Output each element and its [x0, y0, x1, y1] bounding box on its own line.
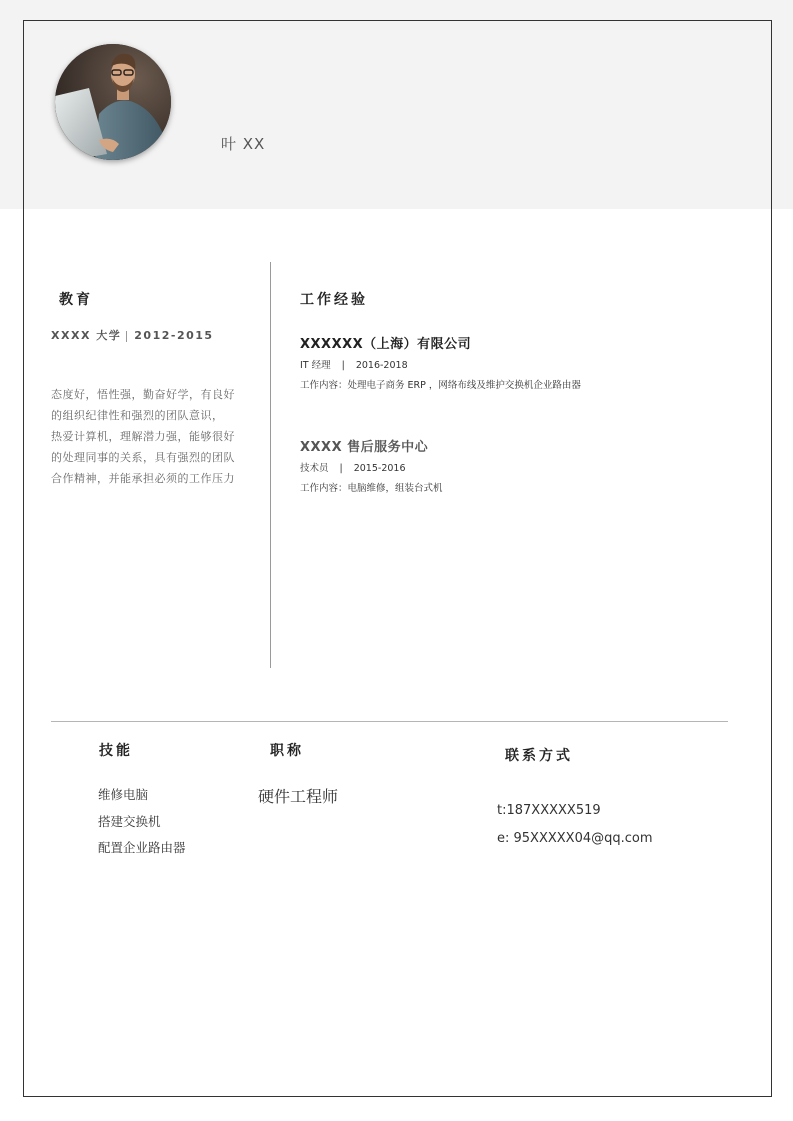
education-years: 2012-2015 [134, 329, 214, 342]
job-meta [300, 460, 406, 474]
avatar [55, 44, 171, 160]
skills-heading: 技能 [99, 743, 133, 759]
job-role: IT 经理 [300, 360, 331, 371]
person-name: 叶 XX [221, 135, 266, 153]
education-school: XXXX 大学 [51, 329, 122, 342]
contact-heading: 联系方式 [505, 748, 573, 764]
job-meta [300, 357, 408, 371]
education-heading: 教育 [59, 292, 93, 308]
job-title-heading: 职称 [270, 743, 304, 759]
page-border [23, 20, 772, 1097]
job-period: 2015-2016 [353, 463, 406, 474]
education-separator [126, 331, 127, 342]
column-divider [270, 262, 271, 668]
section-divider [51, 721, 728, 722]
work-heading: 工作经验 [300, 292, 368, 308]
skill-item: 搭建交换机 [98, 814, 161, 829]
job-separator: | [341, 360, 345, 371]
skill-item: 维修电脑 [98, 787, 149, 802]
education-description: 态度好，悟性强，勤奋好学，有良好的组织纪律性和强烈的团队意识， 热爱计算机，理解潜力强，能够很好的处理同事的关系，具有强烈的团队合作精神，并能承担必须的工作压力 [51, 388, 235, 485]
avatar-photo [55, 44, 171, 160]
skill-item: 配置企业路由器 [98, 840, 186, 855]
job-title-value: 硬件工程师 [258, 787, 339, 806]
job-content: 工作内容：电脑维修，组装台式机 [300, 483, 443, 494]
job-separator: | [339, 463, 343, 474]
contact-phone: t:187XXXXX519 [497, 803, 601, 818]
education-school-line [51, 327, 214, 343]
contact-email: e: 95XXXXX04@qq.com [497, 831, 653, 846]
job-period: 2016-2018 [355, 360, 408, 371]
job-company: XXXXXX（上海）有限公司 [300, 337, 472, 352]
job-content: 工作内容：处理电子商务 ERP ，网络布线及维护交换机企业路由器 [300, 380, 581, 391]
job-company: XXXX 售后服务中心 [300, 440, 429, 455]
job-role: 技术员 [300, 463, 329, 474]
